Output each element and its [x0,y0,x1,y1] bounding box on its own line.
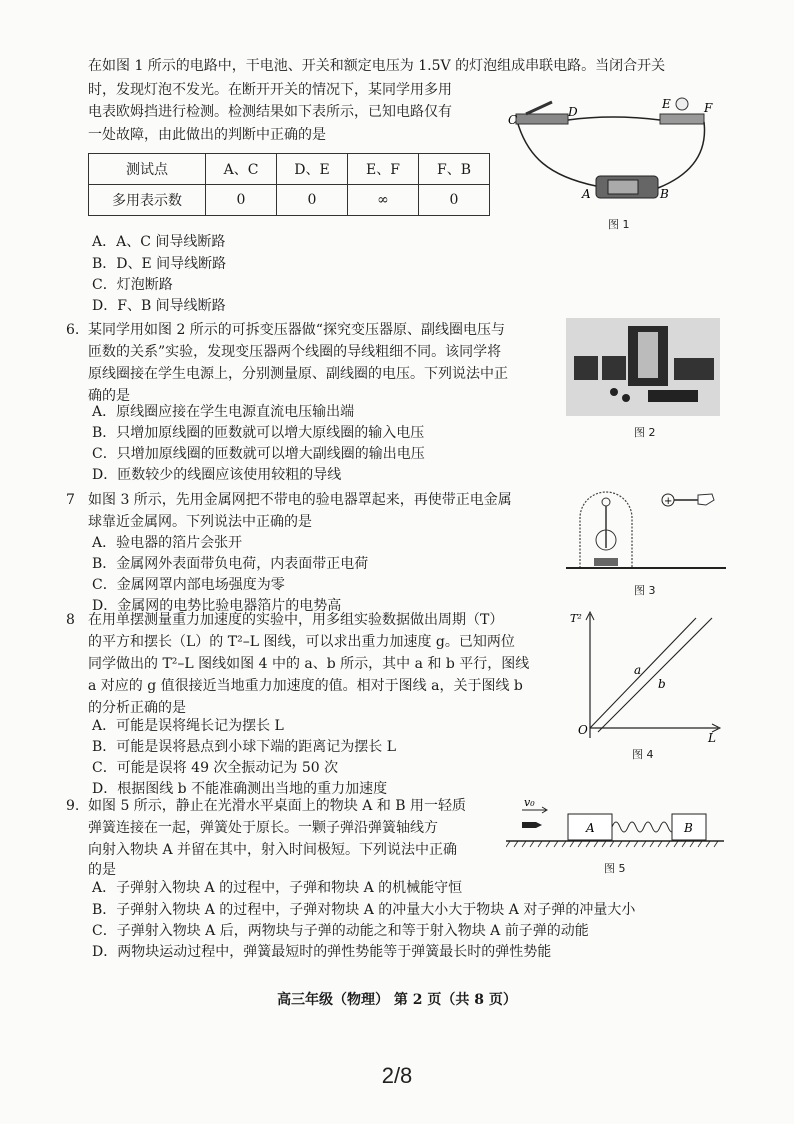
coil-right [674,358,714,380]
y-axis-label: T² [570,612,582,625]
q6-line-3: 原线圈接在学生电源上，分别测量原、副线圈的电压。下列说法中正 [88,366,508,382]
q8-line-5: 的分析正确的是 [88,700,186,716]
table-cell: 0 [277,185,348,216]
label-d: D [568,105,578,119]
q5-line-4: 一处故障，由此做出的判断中正确的是 [88,127,326,143]
q5-line-2: 时，发现灯泡不发光。在断开开关的情况下，某同学用多用 [88,82,452,98]
q5-option-b: B．D、E 间导线断路 [92,256,227,272]
q8-line-2: 的平方和摆长（L）的 T²–L 图线，可以求出重力加速度 g。已知两位 [88,634,515,650]
label-b: B [660,187,669,201]
label-a: A [582,187,591,201]
lamp-base [660,114,704,124]
q8-line-3: 同学做出的 T²–L 图线如图 4 中的 a、b 所示，其中 a 和 b 平行，图线 [88,656,530,672]
q9-option-a: A．子弹射入物块 A 的过程中，子弹和物块 A 的机械能守恒 [92,880,463,896]
switch-base [516,114,568,124]
battery-cell [608,180,638,194]
table-cell: 多用表示数 [89,185,206,216]
plus-sign: + [664,496,673,507]
q7-option-a: A．验电器的箔片会张开 [92,535,243,551]
q7-option-c: C．金属网罩内部电场强度为零 [92,577,285,593]
q8-option-d: D．根据图线 b 不能准确测出当地的重力加速度 [92,781,388,797]
q8-line-1: 在用单摆测量重力加速度的实验中，用多组实验数据做出周期（T） [88,612,504,628]
switch-lever [526,102,552,114]
coil-left-2 [602,356,626,380]
table-cell: F、B [419,154,490,185]
q7-line-2: 球靠近金属网。下列说法中正确的是 [88,514,312,530]
hatching [506,841,718,847]
hand-icon [698,494,714,505]
table-cell: 0 [206,185,277,216]
q5-test-table [88,153,490,216]
label-c: C [508,113,518,127]
coil-left [574,356,598,380]
figure-3-caption: 图 3 [634,584,656,597]
table-cell: D、E [277,154,348,185]
q5-line-3: 电表欧姆挡进行检测。检测结果如下表所示，已知电路仅有 [88,104,452,120]
q8-number: 8 [66,612,75,628]
table-cell: E、F [348,154,419,185]
wire-top [568,117,660,120]
figure-2-caption: 图 2 [634,426,656,439]
q6-line-4: 确的是 [88,388,130,404]
lamp-bulb [676,98,688,110]
circuit-figure-1 [508,96,718,216]
q7-line-1: 如图 3 所示，先用金属网把不带电的验电器罩起来，再使带正电金属 [88,492,512,508]
table-row [89,185,490,216]
line-a-label: a [634,663,642,677]
q5-option-c: C．灯泡断路 [92,277,173,293]
screw-2 [622,394,630,402]
transformer-figure-2 [566,318,720,416]
q5-option-a: A．A、C 间导线断路 [92,234,226,250]
q9-option-d: D．两物块运动过程中，弹簧最短时的弹性势能等于弹簧最长时的弹性势能 [92,944,552,960]
table-cell: 0 [419,185,490,216]
q6-option-b: B．只增加原线圈的匝数就可以增大原线圈的输入电压 [92,425,425,441]
q6-line-1: 某同学用如图 2 所示的可拆变压器做“探究变压器原、副线圈电压与 [88,322,505,338]
q9-option-c: C．子弹射入物块 A 后，两物块与子弹的动能之和等于射入物块 A 前子弹的动能 [92,923,589,939]
q8-option-c: C．可能是误将 49 次全振动记为 50 次 [92,760,339,776]
q6-option-d: D．匝数较少的线圈应该使用较粗的导线 [92,467,342,483]
line-b-label: b [658,677,666,691]
line-b [598,618,712,732]
blocks-spring-figure-5 [506,794,724,856]
q6-option-c: C．只增加原线圈的匝数就可以增大副线圈的输出电压 [92,446,425,462]
electroscope-knob [602,498,610,506]
q9-line-3: 向射入物块 A 并留在其中，射入时间极短。下列说法中正确 [88,842,458,858]
q9-line-1: 如图 5 所示，静止在光滑水平桌面上的物块 A 和 B 用一轻质 [88,798,467,814]
q7-option-d: D．金属网的电势比验电器箔片的电势高 [92,598,342,614]
q9-number: 9. [66,798,80,814]
q6-line-2: 匝数的关系”实验，发现变压器两个线圈的导线粗细不同。该同学将 [88,344,502,360]
q7-number: 7 [66,492,75,508]
electroscope-stand [594,558,618,566]
q8-line-4: a 对应的 g 值很接近当地重力加速度的值。相对于图线 a，关于图线 b [88,678,523,694]
t2-l-graph-figure-4 [566,608,726,748]
q9-option-b: B．子弹射入物块 A 的过程中，子弹对物块 A 的冲量大小大于物块 A 对子弹的冲量大小 [92,902,636,918]
page-indicator: 2/8 [381,1063,413,1088]
figure-1-caption: 图 1 [608,218,630,231]
q5-option-d: D．F、B 间导线断路 [92,298,226,314]
line-a [590,618,696,728]
wire-right [658,122,705,188]
screw-1 [610,388,618,396]
figure-4-caption: 图 4 [632,748,654,761]
label-e: E [662,97,671,111]
q8-option-b: B．可能是误将悬点到小球下端的距离记为摆长 L [92,739,397,755]
x-axis-label: L [708,731,716,745]
page-footer: 高三年级（物理） 第 2 页（共 8 页） [277,992,517,1008]
table-cell: A、C [206,154,277,185]
wire-left [518,124,596,186]
table-header-row [89,154,490,185]
electroscope-figure-3 [566,488,726,578]
q9-line-4: 的是 [88,862,116,878]
q7-option-b: B．金属网外表面带负电荷，内表面带正电荷 [92,556,369,572]
q5-line-1: 在如图 1 所示的电路中，干电池、开关和额定电压为 1.5V 的灯泡组成串联电路。当闭合开关 [88,58,666,74]
q6-number: 6. [66,322,80,338]
q6-option-a: A．原线圈应接在学生电源直流电压输出端 [92,404,355,420]
table-cell: ∞ [348,185,419,216]
bullet [522,822,542,828]
table-cell: 测试点 [89,154,206,185]
block-b-label: B [684,821,693,835]
velocity-label: v₀ [524,796,535,809]
core-window [638,332,658,378]
figure-5-caption: 图 5 [604,862,626,875]
origin-label: O [578,723,588,737]
q8-option-a: A．可能是误将绳长记为摆长 L [92,718,284,734]
block-a-label: A [586,821,595,835]
label-f: F [704,101,713,115]
q9-line-2: 弹簧连接在一起，弹簧处于原长。一颗子弹沿弹簧轴线方 [88,820,438,836]
yoke-bar [648,390,698,402]
